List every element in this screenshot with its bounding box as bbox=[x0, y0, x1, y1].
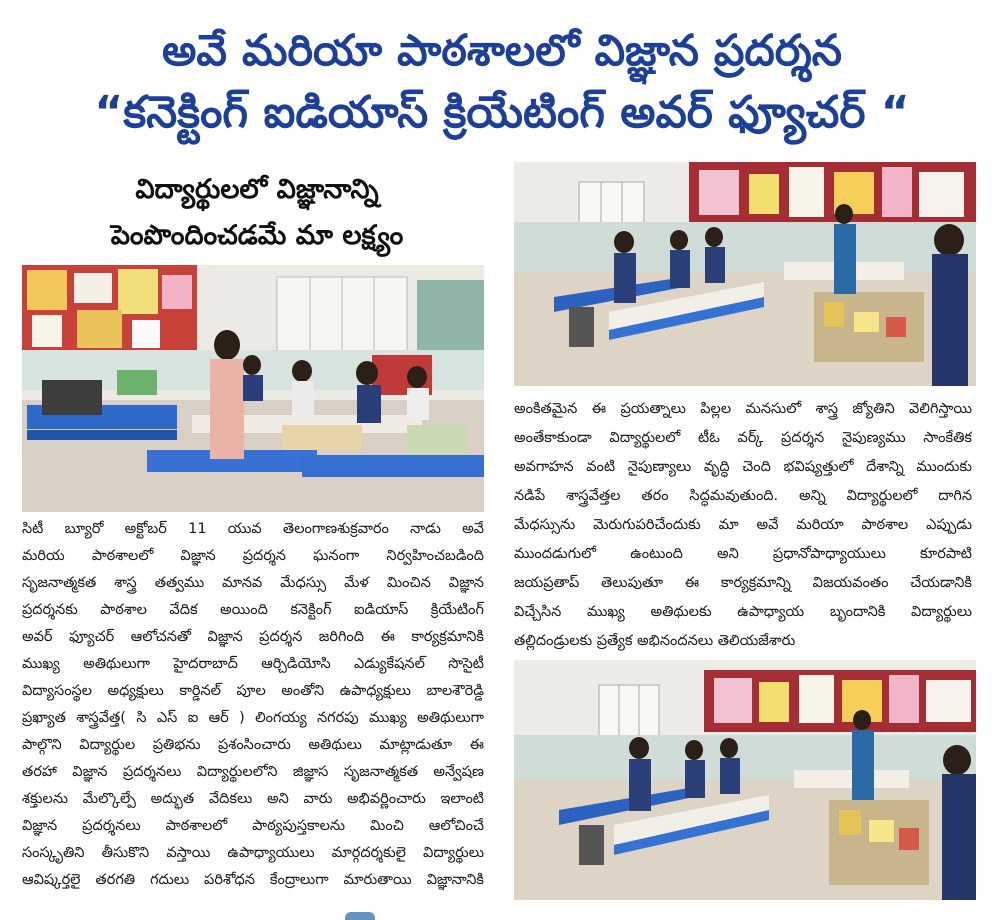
article-right-line: తల్లిదండ్రులకు ప్రత్యేక అభినందనలు తెలియజేశారు bbox=[514, 633, 796, 649]
photo-classroom-right-top-graphic bbox=[514, 162, 976, 386]
article-right-line: ముందడుగులో ఉంటుంది అని ప్రధానోపాధ్యాయులు కూరపాటి bbox=[514, 546, 972, 562]
article-left-line: సిటీ బ్యూరో అక్టోబర్ 11 యువ తెలంగాణశుక్రవారం నాడు అవే bbox=[22, 521, 484, 537]
article-left-line: మరియ పాఠశాలలో విజ్ఞాన ప్రదర్శన ఘనంగా నిర్వహించబడింది bbox=[22, 548, 484, 564]
article-right-line: అంతేకాకుండా విద్యార్థులలో టీఓ వర్క్ ప్రదర్శన నైపుణ్యము సాంకేతిక bbox=[514, 430, 972, 446]
article-left-line: సృజనాత్మకత శాస్త్ర తత్వము మానవ మేధస్సు మేళ మించిన విజ్ఞాన bbox=[22, 575, 484, 591]
article-left-line: విద్యాసంస్థల అధ్యక్షులు కార్డినల్ పూల అంతోని ఉపాధ్యక్షులు బాలశౌరెడ్డి bbox=[22, 683, 484, 699]
photo-classroom-left-graphic bbox=[22, 265, 484, 512]
bottom-decoration bbox=[345, 912, 375, 920]
article-right-line: అవగాహన వంటి నైపుణ్యాలు వృద్ధి చెంది భవిష్యత్తులో దేశాన్ని ముందుకు bbox=[514, 459, 972, 475]
article-left-line: ఆవిష్కర్తలై తరగతి గదులు పరిశోధన కేంద్రాలుగా మారుతాయి విజ్ఞానానికి bbox=[22, 872, 484, 888]
article-left-line: ప్రదర్శనకు పాఠశాల వేదిక అయింది కనెక్టింగ్ ఐడియాస్ క్రియేటింగ్ bbox=[22, 602, 484, 618]
headline-line-2: “కనెక్టింగ్ ఐడియాస్ క్రియేటింగ్ అవర్ ఫ్యూచర్ “ bbox=[94, 87, 910, 138]
article-left-line: పాల్గొని విద్యార్థుల ప్రతిభను ప్రశంసించారు అతిథులు మాట్లాడుతూ ఈ bbox=[22, 737, 484, 753]
photo-classroom-left bbox=[22, 265, 484, 512]
photo-classroom-right-bottom bbox=[514, 660, 976, 900]
photo-classroom-right-bottom-graphic bbox=[514, 660, 976, 900]
headline-line-1: అవే మరియా పాఠశాలలో విజ్ఞాన ప్రదర్శన bbox=[162, 26, 842, 76]
article-left-line: విజ్ఞాన ప్రదర్శనలు పాఠశాలలో పాఠ్యపుస్తకాలను మించి ఆలోచించే bbox=[22, 818, 484, 834]
article-right-line: విచ్చేసిన ముఖ్య అతిథులకు ఉపాధ్యాయ బృందానికి విద్యార్థులు bbox=[514, 604, 972, 620]
article-right-line: జయప్రతాప్ తెలుపుతూ ఈ కార్యక్రమాన్ని విజయవంతం చేయడానికి bbox=[514, 575, 972, 591]
article-left-line: సంస్కృతిని తీసుకొని వస్తాయి ఉపాధ్యాయులు మార్గదర్శకులై విద్యార్థులు bbox=[22, 845, 484, 861]
article-right-line: అంకితమైన ఈ ప్రయత్నాలు పిల్లల మనసులో శాస్త్ర జ్యోతిని వెలిగిస్తాయి bbox=[514, 401, 972, 417]
article-left-line: ముఖ్య అతిథులుగా హైదరాబాద్ ఆర్చిడియోసి ఎడ్యుకేషనల్ సొసైటీ bbox=[22, 656, 484, 672]
article-right-line: నడిపే శాస్త్రవేత్తల తరం సిద్ధమవుతుంది. అన్ని విద్యార్థులలో దాగిన bbox=[514, 488, 972, 504]
article-left-line: ప్రఖ్యాత శాస్త్రవేత్త( సి ఎస్ ఐ ఆర్ ) లింగయ్య నగరపు ముఖ్య అతిథులుగా bbox=[22, 710, 484, 726]
article-right-line: మేధస్సును మెరుగుపరిచేందుకు మా అవే మరియా పాఠశాల ఎప్పుడు bbox=[514, 517, 972, 533]
top-strip bbox=[0, 0, 1004, 8]
subheadline-line-2: పెంపొందించడమే మా లక్ష్యం bbox=[110, 220, 404, 251]
photo-classroom-right-top bbox=[514, 162, 976, 386]
subheadline-line-1: విద్యార్థులలో విజ్ఞానాన్ని bbox=[135, 174, 379, 205]
article-left-line: అవర్ ఫ్యూచర్ ఆలోచనతో విజ్ఞాన ప్రదర్శన జరిగింది ఈ కార్యక్రమానికి bbox=[22, 629, 484, 645]
article-left-line: శక్తులను మేల్కొల్పే అద్భుత వేదికలు అని వారు అభివర్ణించారు ఇలాంటి bbox=[22, 791, 484, 807]
article-left-line: తరహా విజ్ఞాన ప్రదర్శనలు విద్యార్థులలోని జిజ్ఞాస సృజనాత్మకత అన్వేషణ bbox=[22, 764, 484, 780]
